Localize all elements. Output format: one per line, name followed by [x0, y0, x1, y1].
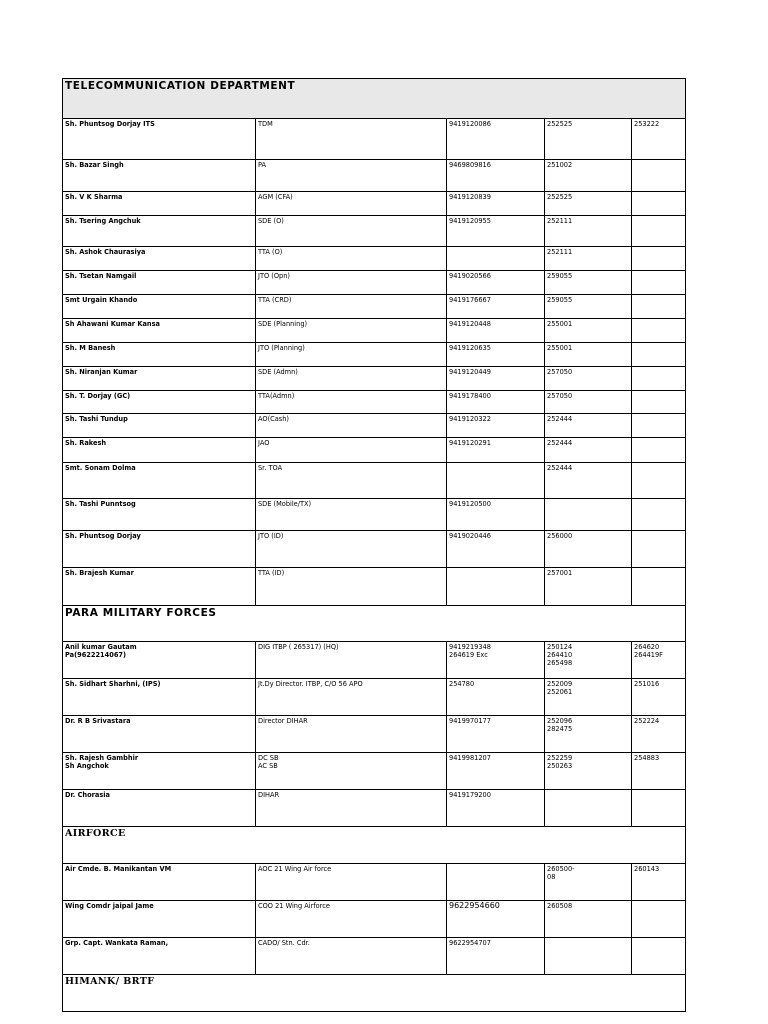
- mobile-cell: [447, 463, 545, 499]
- table-row: [63, 160, 686, 192]
- residence-text: 264620 264419F: [634, 643, 663, 659]
- table-row: [63, 247, 686, 271]
- residence-cell: [632, 391, 686, 414]
- section-title: HIMANK/ BRTF: [63, 975, 686, 1012]
- mobile-cell: [447, 568, 545, 606]
- name-cell: Sh. M Banesh: [63, 343, 256, 367]
- office-cell: [545, 753, 632, 790]
- residence-cell: [632, 343, 686, 367]
- designation-cell: Jt.Dy Director. ITBP, C/O 56 APO: [256, 679, 447, 716]
- table-row: [63, 568, 686, 606]
- table-row: [63, 679, 686, 716]
- table-row: [63, 391, 686, 414]
- office-cell: 252111: [545, 216, 632, 247]
- name-cell: Sh. Tsetan Namgail: [63, 271, 256, 295]
- designation-cell: SDE (Planning): [256, 319, 447, 343]
- office-text: 250124 264410 265498: [547, 643, 573, 667]
- name-cell: [63, 753, 256, 790]
- designation-cell: JAO: [256, 438, 447, 463]
- name-cell: Sh. Niranjan Kumar: [63, 367, 256, 391]
- name-cell: Smt. Sonam Dolma: [63, 463, 256, 499]
- office-text: 260500- 08: [547, 865, 575, 881]
- designation-cell: TTA (CRD): [256, 295, 447, 319]
- table-row: [63, 499, 686, 531]
- office-cell: 256000: [545, 531, 632, 568]
- mobile-cell: 9419120291: [447, 438, 545, 463]
- residence-cell: [632, 160, 686, 192]
- table-row: [63, 192, 686, 216]
- office-cell: 257050: [545, 391, 632, 414]
- residence-cell: [632, 271, 686, 295]
- section-header-airforce: [63, 827, 686, 864]
- table-row: [63, 642, 686, 679]
- office-cell: 252525: [545, 119, 632, 160]
- office-cell: 257001: [545, 568, 632, 606]
- name-cell: Sh. Ashok Chaurasiya: [63, 247, 256, 271]
- mobile-cell: 9419179200: [447, 790, 545, 827]
- table-row: [63, 716, 686, 753]
- table-row: [63, 938, 686, 975]
- table-row: [63, 414, 686, 438]
- residence-cell: [632, 938, 686, 975]
- mobile-cell: 9419176667: [447, 295, 545, 319]
- table-row: [63, 119, 686, 160]
- name-cell: Sh. Phuntsog Dorjay: [63, 531, 256, 568]
- office-cell: 259055: [545, 271, 632, 295]
- office-cell: 255001: [545, 319, 632, 343]
- designation-cell: JTO (Opn): [256, 271, 447, 295]
- residence-cell: [632, 642, 686, 679]
- office-cell: [545, 679, 632, 716]
- residence-cell: [632, 367, 686, 391]
- table-row: [63, 216, 686, 247]
- residence-cell: 252224: [632, 716, 686, 753]
- residence-cell: [632, 319, 686, 343]
- mobile-cell: 9419981207: [447, 753, 545, 790]
- designation-cell: AGM (CFA): [256, 192, 447, 216]
- office-cell: 252525: [545, 192, 632, 216]
- designation-cell: TDM: [256, 119, 447, 160]
- mobile-cell: 254780: [447, 679, 545, 716]
- office-cell: 252444: [545, 438, 632, 463]
- mobile-cell: 9419120635: [447, 343, 545, 367]
- name-cell: Grp. Capt. Wankata Raman,: [63, 938, 256, 975]
- designation-cell: JTO (ID): [256, 531, 447, 568]
- name-cell: Sh. Tashi Tundup: [63, 414, 256, 438]
- mobile-cell: 9622954707: [447, 938, 545, 975]
- section-header-telecom: [63, 79, 686, 119]
- mobile-cell: 9419020446: [447, 531, 545, 568]
- name-cell: Sh. Sidhart Sharhni, (IPS): [63, 679, 256, 716]
- name-cell: Sh Ahawani Kumar Kansa: [63, 319, 256, 343]
- office-cell: 252111: [545, 247, 632, 271]
- name-cell: Sh. Phuntsog Dorjay ITS: [63, 119, 256, 160]
- table-row: [63, 343, 686, 367]
- name-cell: Sh. Tashi Punntsog: [63, 499, 256, 531]
- name-cell: Sh. Brajesh Kumar: [63, 568, 256, 606]
- office-cell: 260508: [545, 901, 632, 938]
- designation-cell: Sr. TOA: [256, 463, 447, 499]
- residence-cell: 254883: [632, 753, 686, 790]
- section-title: PARA MILITARY FORCES: [63, 606, 686, 642]
- mobile-cell: 9419970177: [447, 716, 545, 753]
- mobile-cell: [447, 864, 545, 901]
- mobile-cell: 9419120955: [447, 216, 545, 247]
- office-text: 252259 250263: [547, 754, 573, 770]
- mobile-cell: 9419120500: [447, 499, 545, 531]
- designation-cell: SDE (Mobile/TX): [256, 499, 447, 531]
- name-cell: Dr. Chorasia: [63, 790, 256, 827]
- designation-cell: SDE (Admn): [256, 367, 447, 391]
- name-cell: Sh. Tsering Angchuk: [63, 216, 256, 247]
- name-cell: Sh. T. Dorjay (GC): [63, 391, 256, 414]
- designation-cell: Director DIHAR: [256, 716, 447, 753]
- section-header-himank-brtf: [63, 975, 686, 1012]
- mobile-cell: 9419120839: [447, 192, 545, 216]
- table-row: [63, 864, 686, 901]
- mobile-cell: 9419178400: [447, 391, 545, 414]
- section-title: TELECOMMUNICATION DEPARTMENT: [63, 79, 686, 119]
- office-cell: [545, 938, 632, 975]
- table-row: [63, 531, 686, 568]
- office-cell: [545, 790, 632, 827]
- mobile-cell: 9419120448: [447, 319, 545, 343]
- office-cell: 251002: [545, 160, 632, 192]
- designation-cell: PA: [256, 160, 447, 192]
- residence-cell: [632, 216, 686, 247]
- mobile-cell: 9419120086: [447, 119, 545, 160]
- residence-cell: [632, 438, 686, 463]
- mobile-cell: [447, 642, 545, 679]
- name-cell: Wing Comdr jaipal Jame: [63, 901, 256, 938]
- mobile-cell: 9622954660: [447, 901, 545, 938]
- designation-cell: TTA (ID): [256, 568, 447, 606]
- office-cell: 257050: [545, 367, 632, 391]
- mobile-cell: 9419120322: [447, 414, 545, 438]
- designation-cell: TTA(Admn): [256, 391, 447, 414]
- office-cell: [545, 642, 632, 679]
- residence-cell: [632, 414, 686, 438]
- residence-cell: [632, 901, 686, 938]
- residence-cell: [632, 295, 686, 319]
- residence-cell: [632, 247, 686, 271]
- table-row: [63, 367, 686, 391]
- residence-cell: [632, 499, 686, 531]
- name-cell: Sh. Bazar Singh: [63, 160, 256, 192]
- designation-cell: TTA (O): [256, 247, 447, 271]
- table-row: [63, 271, 686, 295]
- mobile-cell: 9469809816: [447, 160, 545, 192]
- name-text: Anil kumar Gautam Pa(9622214067): [65, 643, 137, 659]
- name-cell: Air Cmde. B. Manikantan VM: [63, 864, 256, 901]
- mobile-cell: 9419020566: [447, 271, 545, 295]
- designation-cell: AOC 21 Wing Air force: [256, 864, 447, 901]
- section-title: AIRFORCE: [63, 827, 686, 864]
- name-cell: Dr. R B Srivastara: [63, 716, 256, 753]
- residence-cell: [632, 192, 686, 216]
- office-text: 252009 252061: [547, 680, 573, 696]
- residence-cell: [632, 568, 686, 606]
- name-cell: Sh. V K Sharma: [63, 192, 256, 216]
- designation-cell: [256, 753, 447, 790]
- designation-cell: JTO (Planning): [256, 343, 447, 367]
- table-row: [63, 319, 686, 343]
- designation-cell: DIG ITBP ( 265317) (HQ): [256, 642, 447, 679]
- mobile-text: 9419219348 264619 Exc: [449, 643, 491, 659]
- table-row: [63, 790, 686, 827]
- office-cell: 255001: [545, 343, 632, 367]
- name-text: Sh. Rajesh Gambhir Sh Angchok: [65, 754, 139, 770]
- residence-cell: [632, 790, 686, 827]
- table-row: [63, 753, 686, 790]
- mobile-cell: 9419120449: [447, 367, 545, 391]
- office-cell: 259055: [545, 295, 632, 319]
- designation-cell: COO 21 Wing Airforce: [256, 901, 447, 938]
- mobile-cell: [447, 247, 545, 271]
- table-row: [63, 295, 686, 319]
- office-cell: 252444: [545, 414, 632, 438]
- office-cell: [545, 716, 632, 753]
- name-cell: [63, 642, 256, 679]
- table-row: [63, 463, 686, 499]
- designation-cell: CADO/ Stn. Cdr.: [256, 938, 447, 975]
- designation-text: DC SB AC SB: [258, 754, 279, 770]
- name-cell: Sh. Rakesh: [63, 438, 256, 463]
- residence-cell: [632, 531, 686, 568]
- designation-cell: AO(Cash): [256, 414, 447, 438]
- designation-cell: SDE (O): [256, 216, 447, 247]
- directory-table: [62, 78, 686, 1012]
- table-row: [63, 901, 686, 938]
- section-header-para-military: [63, 606, 686, 642]
- designation-cell: DIHAR: [256, 790, 447, 827]
- office-cell: [545, 499, 632, 531]
- office-cell: 252444: [545, 463, 632, 499]
- table-row: [63, 438, 686, 463]
- office-cell: [545, 864, 632, 901]
- residence-cell: 253222: [632, 119, 686, 160]
- residence-cell: [632, 463, 686, 499]
- name-cell: Smt Urgain Khando: [63, 295, 256, 319]
- residence-cell: 260143: [632, 864, 686, 901]
- office-text: 252096 282475: [547, 717, 573, 733]
- residence-cell: 251016: [632, 679, 686, 716]
